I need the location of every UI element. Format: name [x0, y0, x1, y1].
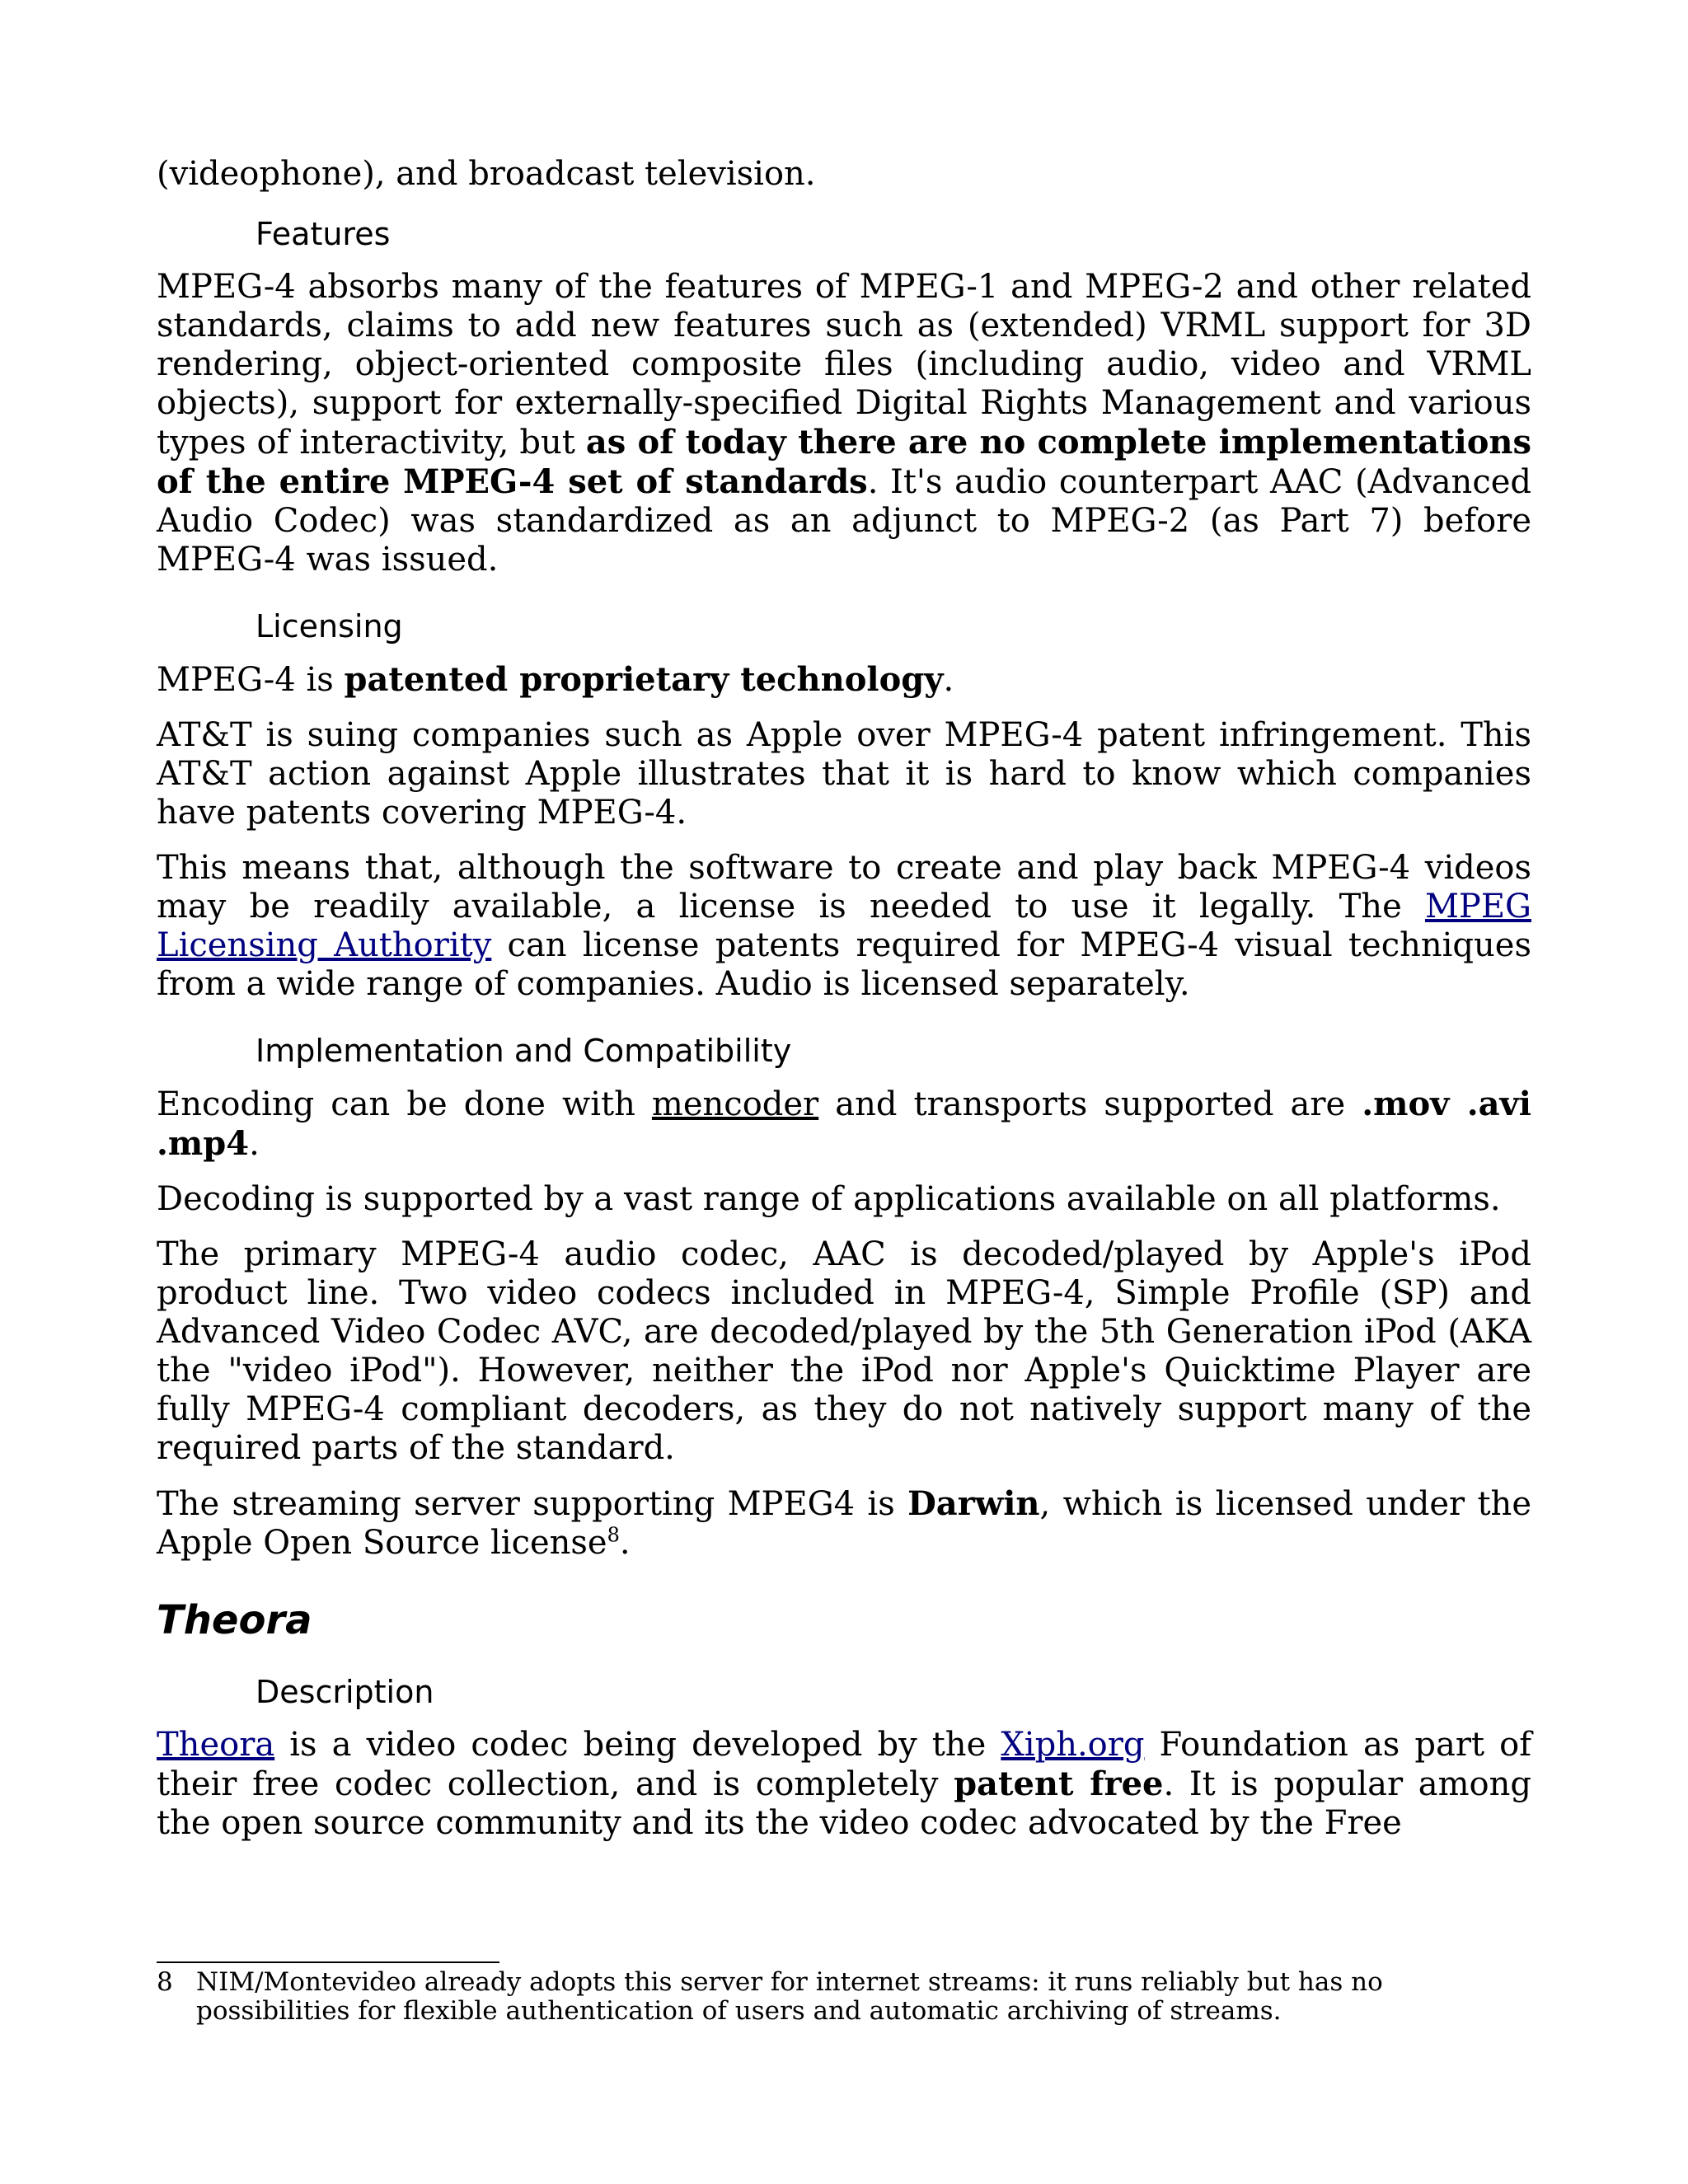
footnote	[157, 1968, 1531, 2026]
bold-text: as of today there are no complete implementations of the entire MPEG-4 set of standards	[157, 423, 1531, 501]
footnote-separator	[157, 1961, 499, 1963]
footnote-ref: 8	[607, 1523, 620, 1547]
heading-description: Description	[256, 1674, 434, 1710]
paragraph-text: Decoding is supported by a vast range of applications available on all platforms.	[157, 1180, 1501, 1218]
paragraph-text: and transports supported are	[818, 1085, 1362, 1123]
paragraph-text: The primary MPEG-4 audio codec, AAC is decoded/played by Apple's iPod product line. Two video codecs included in MPEG-4, Simple Profile (SP) and Advanced Video Codec AVC, are decoded/played by the 5th Generation iPod (AKA the "video iPod"). However, neither the iPod nor Apple's Quicktime Player are fully MPEG-4 compliant decoders, as they do not natively support many of the required parts of the standard.	[157, 1235, 1531, 1467]
mencoder-text: mencoder	[651, 1085, 819, 1123]
footnote-text: NIM/Montevideo already adopts this server for internet streams: it runs reliably but has no possibilities for flexible authentication of users and automatic archiving of streams.	[196, 1967, 1383, 2026]
paragraph-aac	[157, 1235, 1531, 1468]
paragraph-text: (videophone), and broadcast television.	[157, 155, 816, 193]
paragraph-patented	[157, 660, 1531, 700]
paragraph-intro-tail	[157, 155, 1531, 194]
paragraph-text: .	[619, 1524, 631, 1562]
paragraph-text: .	[249, 1125, 260, 1163]
bold-text: patented proprietary technology	[344, 660, 944, 699]
paragraph-text: Encoding can be done with	[157, 1085, 652, 1123]
heading-implementation: Implementation and Compatibility	[256, 1033, 792, 1069]
theora-link[interactable]: Theora	[157, 1726, 275, 1764]
paragraph-text: MPEG-4 absorbs many of the features of MPEG-1 and MPEG-2 and other related standards, claims to add new features such as (extended) VRML support for 3D rendering, object-oriented composite files (including audio, video and VRML objects), support for externally-specified Digital Rights Management and various types of interactivity, but	[157, 268, 1531, 462]
document-body	[157, 155, 1531, 1843]
paragraph-text: Foundation as part of their free codec collection, and is completely	[157, 1726, 1531, 1803]
paragraph-theora	[157, 1726, 1531, 1843]
xiph-link[interactable]: Xiph.org	[1001, 1726, 1145, 1764]
bold-text: Darwin	[907, 1484, 1040, 1523]
paragraph-text: AT&T is suing companies such as Apple over MPEG-4 patent infringement. This AT&T action against Apple illustrates that it is hard to know which companies have patents covering MPEG-4.	[157, 716, 1531, 832]
bold-text: .mov .avi .mp4	[157, 1085, 1531, 1163]
paragraph-text: can license patents required for MPEG-4 visual techniques from a wide range of companies. Audio is licensed separately.	[157, 926, 1531, 1003]
paragraph-text: . It's audio counterpart AAC (Advanced Audio Codec) was standardized as an adjunct to MPEG-2 (as Part 7) before MPEG-4 was issued.	[157, 463, 1531, 579]
paragraph-text: . It is popular among the open source community and its the video codec advocated by the Free	[157, 1765, 1531, 1842]
mpeg-la-link[interactable]: MPEG Licensing Authority	[157, 888, 1531, 964]
paragraph-text: MPEG-4 is	[157, 661, 345, 699]
bold-text: patent free	[954, 1765, 1164, 1803]
paragraph-features	[157, 268, 1531, 579]
paragraph-decoding	[157, 1180, 1531, 1219]
footnote-number: 8	[157, 1967, 173, 1997]
paragraph-text: is a video codec being developed by the	[274, 1726, 1001, 1764]
paragraph-text: .	[943, 661, 954, 699]
heading-licensing: Licensing	[256, 608, 403, 644]
heading-features: Features	[256, 216, 391, 252]
paragraph-streaming	[157, 1484, 1531, 1563]
heading-theora: Theora	[157, 1597, 312, 1643]
paragraph-text: , which is licensed under the Apple Open Source license	[157, 1485, 1531, 1562]
paragraph-att	[157, 716, 1531, 832]
paragraph-encoding	[157, 1085, 1531, 1164]
paragraph-license-authority	[157, 849, 1531, 1004]
paragraph-text: The streaming server supporting MPEG4 is	[157, 1485, 908, 1523]
paragraph-text: This means that, although the software to create and play back MPEG-4 videos may be readily available, a license is needed to use it legally. The	[157, 849, 1531, 926]
